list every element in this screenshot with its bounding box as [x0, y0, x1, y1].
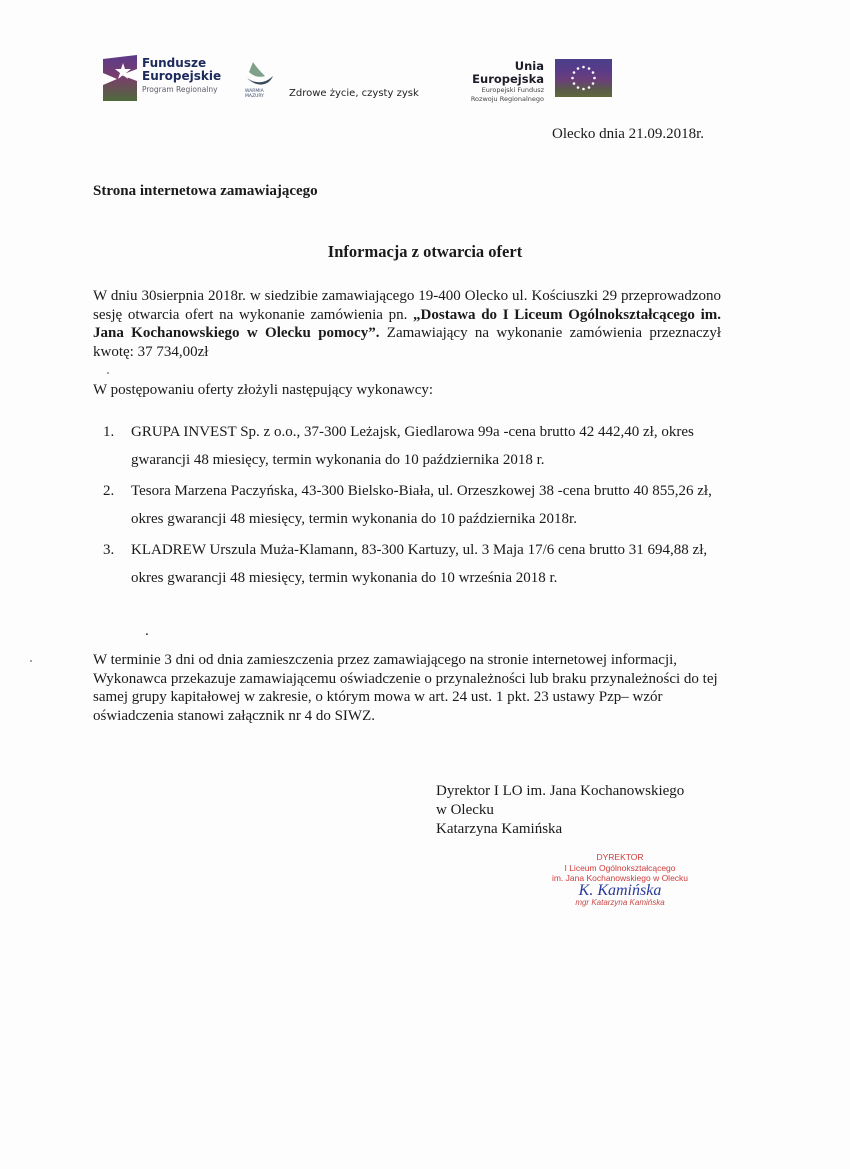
fe-title-line2: Europejskie [142, 69, 222, 83]
stamp-line2: I Liceum Ogólnokształcącego [564, 862, 676, 873]
offer-number: 3. [103, 542, 115, 558]
stamp-line3: im. Jana Kochanowskiego w Olecku [551, 873, 689, 883]
svg-text:MAZURY: MAZURY [245, 94, 264, 98]
eu-flag-icon [555, 59, 612, 97]
offer-number: 1. [103, 424, 115, 440]
intro-text-start: W dniu 30sierpnia 2018r. w siedzibie zamawiającego 19-400 Olecko ul. Kościuszki 29 przeprowadzono sesję otwarcia ofert na wykonanie zamówienia pn. [93, 288, 721, 323]
closing-paragraph: W terminie 3 dni od dnia zamieszczenia przez zamawiającego na stronie internetowej informacji, Wykonawca przekazuje zamawiającemu oświadczenie o przynależności lub braku przynależności do tej samej grupy kapitałowej w zakresie, o którym mowa w art. 24 ust. 1 pkt. 23 ustawy Pzp– wzór oświadczenia stanowi załącznik nr 4 do SIWZ. [93, 652, 718, 724]
intro-paragraph [93, 287, 721, 361]
place-date: Olecko dnia 21.09.2018r. [552, 126, 705, 142]
recipient: Strona internetowa zamawiającego [93, 183, 318, 199]
intro-text-end: Zamawiający na wykonanie zamówienia przeznaczył kwotę: 37 734,00zł [93, 325, 721, 360]
offer-item [103, 536, 733, 592]
eu-subtitle-line2: Rozwoju Regionalnego [470, 95, 544, 103]
document-title: Informacja z otwarcia ofert [327, 242, 523, 261]
svg-text:WARMIA: WARMIA [245, 89, 264, 94]
offer-text: Tesora Marzena Paczyńska, 43-300 Bielsko-Biała, ul. Orzeszkowej 38 -cena brutto 40 855,26 zł, okres gwarancji 48 miesięcy, termin wykonania do 10 października 2018r. [131, 483, 712, 527]
contract-name: „Dostawa do I Liceum Ogólnokształcącego im. Jana Kochanowskiego w Olecku pomocy”. [93, 306, 721, 341]
signature-line1: Dyrektor I LO im. Jana Kochanowskiego [436, 783, 685, 799]
stamp-line4: mgr Katarzyna Kamińska [575, 897, 665, 907]
offer-item [103, 477, 733, 533]
offers-intro: W postępowaniu oferty złożyli następujący wykonawcy: [93, 382, 434, 398]
scan-speck [107, 372, 109, 374]
offers-list [103, 418, 733, 595]
scan-speck [30, 660, 32, 662]
handwritten-signature: K. Kamińska [578, 881, 662, 899]
offer-item [103, 418, 733, 474]
offer-number: 2. [103, 483, 115, 499]
slogan: Zdrowe życie, czysty zysk [289, 88, 419, 99]
eu-subtitle-line1: Europejski Fundusz [481, 86, 544, 94]
stamp-line1: DYREKTOR [596, 852, 644, 862]
fundusze-europejskie-logo-icon [103, 55, 137, 101]
warmia-mazury-logo-icon [243, 58, 275, 98]
trailing-marks: . [145, 623, 149, 639]
offer-text: GRUPA INVEST Sp. z o.o., 37-300 Leżajsk, Giedlarowa 99a -cena brutto 42 442,40 zł, okres gwarancji 48 miesięcy, termin wykonania do 10 października 2018 r. [131, 424, 694, 468]
eu-title: Unia Europejska [472, 59, 544, 86]
signature-line2: w Olecku [436, 802, 494, 818]
eu-text [444, 60, 544, 104]
official-stamp [540, 852, 700, 908]
offer-text: KLADREW Urszula Muża-Klamann, 83-300 Kartuzy, ul. 3 Maja 17/6 cena brutto 31 694,88 zł, okres gwarancji 48 miesięcy, termin wykonania do 10 września 2018 r. [131, 542, 708, 586]
signature-line3: Katarzyna Kamińska [436, 821, 563, 837]
signature-block [436, 782, 684, 839]
fe-subtitle: Program Regionalny [142, 85, 218, 94]
fundusze-europejskie-text [142, 57, 221, 94]
fe-title-line1: Fundusze [142, 56, 207, 70]
